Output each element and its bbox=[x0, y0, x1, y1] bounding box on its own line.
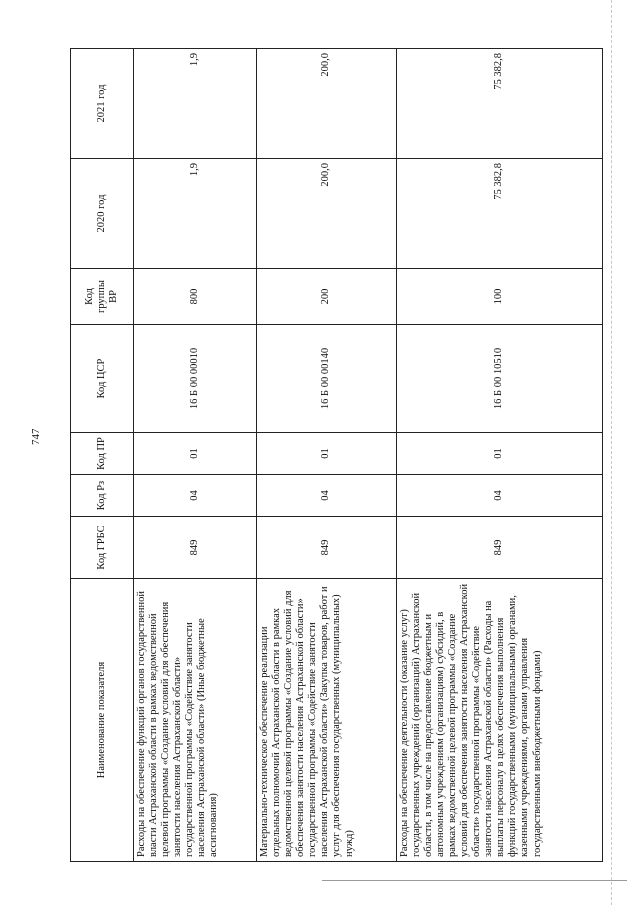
row-vr: 100 bbox=[396, 269, 602, 325]
row-value-2020: 75 382,8 bbox=[396, 159, 602, 269]
table-row bbox=[396, 49, 602, 862]
row-csr: 16 Б 00 00010 bbox=[134, 325, 257, 433]
page-number: 747 bbox=[30, 428, 42, 445]
row-pr: 01 bbox=[396, 433, 602, 475]
row-csr: 16 Б 00 00140 bbox=[257, 325, 397, 433]
header-rz: Код Рз bbox=[71, 475, 134, 517]
header-2021: 2021 год bbox=[71, 49, 134, 159]
header-name: Наименование показателя bbox=[71, 579, 134, 862]
rotated-table-wrapper bbox=[70, 49, 603, 862]
table-row bbox=[257, 49, 397, 862]
row-grbs: 849 bbox=[134, 517, 257, 579]
footer-rule bbox=[322, 880, 627, 881]
row-grbs: 849 bbox=[257, 517, 397, 579]
header-pr: Код ПР bbox=[71, 433, 134, 475]
row-value-2021: 1,9 bbox=[134, 49, 257, 159]
row-csr: 16 Б 00 10510 bbox=[396, 325, 602, 433]
row-vr: 800 bbox=[134, 269, 257, 325]
row-rz: 04 bbox=[396, 475, 602, 517]
row-value-2020: 1,9 bbox=[134, 159, 257, 269]
row-pr: 01 bbox=[134, 433, 257, 475]
row-name: Материально-техническое обеспечение реализации отдельных полномочий Астраханской области в рамках ведомственной целевой программы «Создание условий для обеспечения занятости населения Астраханской области» государственной программы «Содействие занятости населения Астраханской области» (Закупка товаров, работ и услуг для обеспечения государственных (муниципальных) нужд) bbox=[257, 579, 397, 862]
row-name: Расходы на обеспечение функций органов государственной власти Астраханской области в рамках ведомственной целевой программы «Создание условий для обеспечения занятости населения Астраханской области» государственной программы «Содействие занятости населения Астраханской области» (Иные бюджетные ассигнования) bbox=[134, 579, 257, 862]
row-value-2020: 200,0 bbox=[257, 159, 397, 269]
table-header-row bbox=[71, 49, 134, 862]
table-row bbox=[134, 49, 257, 862]
row-value-2021: 75 382,8 bbox=[396, 49, 602, 159]
row-vr: 200 bbox=[257, 269, 397, 325]
margin-fold-line bbox=[611, 0, 612, 905]
row-value-2021: 200,0 bbox=[257, 49, 397, 159]
row-name: Расходы на обеспечение деятельности (оказание услуг) государственных учреждений (организаций) Астраханской области, в том числе на предоставление бюджетным и автономным учреждениям (организациям) субсидий, в рамках ведомственной целевой программы «Создание условий для обеспечения занятости населения Астраханской области» государственной программы «Содействие занятости населения Астраханской области» (Расходы на выплаты персоналу в целях обеспечения выполнения функций государственными (муниципальными) органами, казенными учреждениями, органами управления государственными внебюджетными фондами) bbox=[396, 579, 602, 862]
header-vr: Код группы ВР bbox=[71, 269, 134, 325]
header-csr: Код ЦСР bbox=[71, 325, 134, 433]
row-rz: 04 bbox=[134, 475, 257, 517]
header-2020: 2020 год bbox=[71, 159, 134, 269]
budget-table bbox=[70, 48, 603, 862]
header-grbs: Код ГРБС bbox=[71, 517, 134, 579]
row-grbs: 849 bbox=[396, 517, 602, 579]
row-pr: 01 bbox=[257, 433, 397, 475]
row-rz: 04 bbox=[257, 475, 397, 517]
